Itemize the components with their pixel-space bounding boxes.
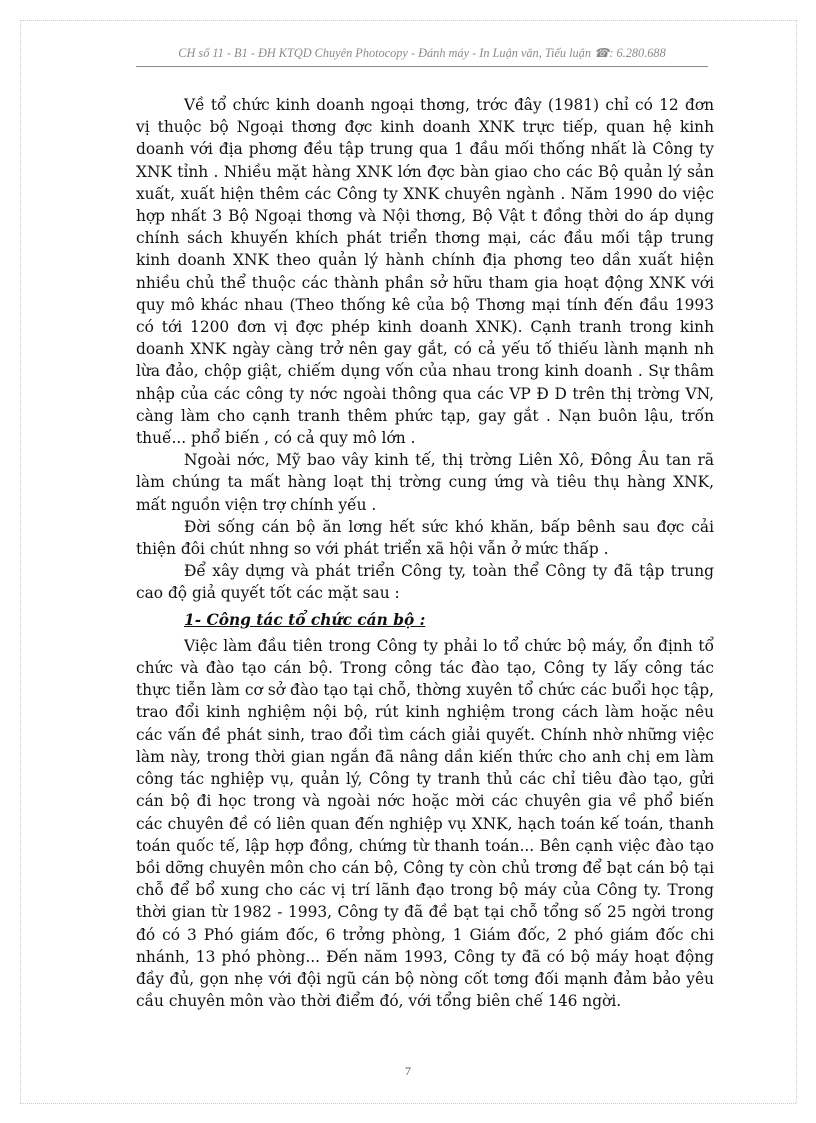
page-number: 7 bbox=[405, 1064, 411, 1078]
paragraph-staff-training: Việc làm đầu tiên trong Công ty phải lo tổ chức bộ máy, ổn định tổ chức và đào tạo cán bộ. Trong công tác đào tạo, Công ty lấy công tác thực tiễn làm cơ sở đào tạo tại chỗ, thờng xuyên tổ chức các buổi học tập, trao đổi kinh nghiệm nội bộ, rút kinh nghiệm trong cách làm hoặc nêu các vấn đề phát sinh, trao đổi tìm cách giải quyết. Chính nhờ những việc làm này, trong thời gian ngắn đã nâng dần kiến thức cho anh chị em làm công tác nghiệp vụ, quản lý, Công ty tranh thủ các chỉ tiêu đào tạo, gửi cán bộ đi học trong và ngoài nớc hoặc mời các chuyên gia về phổ biến các chuyên đề có liên quan đến nghiệp vụ XNK, hạch toán kế toán, thanh toán quốc tế, lập hợp đồng, chứng từ thanh toán... Bên cạnh việc đào tạo bồi dỡng chuyên môn cho cán bộ, Công ty còn chủ trơng để bạt cán bộ tại chỗ để bổ xung cho các vị trí lãnh đạo trong bộ máy của Công ty. Trong thời gian từ 1982 - 1993, Công ty đã đề bạt tại chỗ tổng số 25 ngời trong đó có 3 Phó giám đốc, 6 trởng phòng, 1 Giám đốc, 2 phó giám đốc chi nhánh, 13 phó phòng... Đến năm 1993, Công ty đã có bộ máy hoạt động đầy đủ, gọn nhẹ với đội ngũ cán bộ nòng cốt tơng đối mạnh đảm bảo yêu cầu chuyên môn vào thời điểm đó, với tổng biên chế 146 ngời. bbox=[136, 636, 714, 1011]
section-heading: 1- Công tác tổ chức cán bộ : bbox=[184, 610, 426, 629]
page-header: CH số 11 - B1 - ĐH KTQD Chuyên Photocopy - Đánh máy - In Luận văn, Tiểu luận ☎: 6.280.688 bbox=[178, 46, 666, 60]
paragraph-foreign: Ngoài nớc, Mỹ bao vây kinh tế, thị trờng Liên Xô, Đông Âu tan rã làm chúng ta mất hàng loạt thị trờng cung ứng và tiêu thụ hàng XNK, mất nguồn viện trợ chính yếu . bbox=[136, 451, 714, 514]
page-border-left bbox=[20, 20, 21, 1103]
page-border-top bbox=[20, 20, 796, 21]
header-rule bbox=[136, 66, 708, 67]
page-border-bottom bbox=[20, 1103, 796, 1104]
page-border-right bbox=[796, 20, 797, 1103]
paragraph-organization: Về tổ chức kinh doanh ngoại thơng, trớc đây (1981) chỉ có 12 đơn vị thuộc bộ Ngoại thơng đợc kinh doanh XNK trực tiếp, quan hệ kinh doanh với địa phơng đều tập trung qua 1 đầu mối thống nhất là Công ty XNK tỉnh . Nhiều mặt hàng XNK lớn đợc bàn giao cho các Bộ quản lý sản xuất, xuất hiện thêm các Công ty XNK chuyên ngành . Năm 1990 do việc hợp nhất 3 Bộ Ngoại thơng và Nội thơng, Bộ Vật t đồng thời do áp dụng chính sách khuyến khích phát triển thơng mại, các đầu mối tập trung kinh doanh XNK theo quản lý hành chính địa phơng teo dần xuất hiện nhiều chủ thể thuộc các thành phần sở hữu tham gia hoạt động XNK với quy mô khác nhau (Theo thống kê của bộ Thơng mại tính đến đầu 1993 có tới 1200 đơn vị đợc phép kinh doanh XNK). Cạnh tranh trong kinh doanh XNK ngày càng trở nên gay gắt, có cả yếu tố thiếu lành mạnh nh lừa đảo, chộp giật, chiếm dụng vốn của nhau trong kinh doanh . Sự thâm nhập của các công ty nớc ngoài thông qua các VP Đ D trên thị trờng VN, càng làm cho cạnh tranh thêm phức tạp, gay gắt . Nạn buôn lậu, trốn thuế... phổ biến , có cả quy mô lớn . bbox=[136, 96, 714, 448]
paragraph-development: Để xây dựng và phát triển Công ty, toàn thể Công ty đã tập trung cao độ giả quyết tốt các mặt sau : bbox=[136, 562, 714, 603]
paragraph-living-standards: Đời sống cán bộ ăn lơng hết sức khó khăn, bấp bênh sau đợc cải thiện đôi chút nhng so với phát triển xã hội vẫn ở mức thấp . bbox=[136, 517, 714, 559]
document-body bbox=[136, 94, 714, 1012]
